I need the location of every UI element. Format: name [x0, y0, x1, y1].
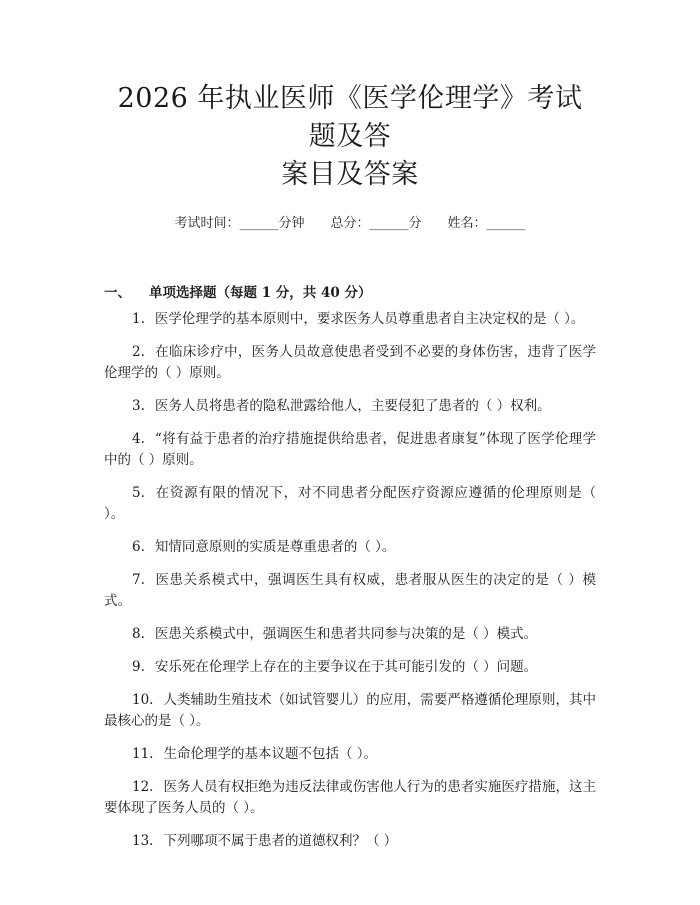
document-title: [104, 80, 596, 194]
question-text: 医务人员有权拒绝为违反法律或伤害他人行为的患者实施医疗措施，这主要体现了医务人员的（ ）。: [104, 779, 596, 816]
question-number: 11.: [132, 746, 154, 762]
question-text: 医患关系模式中，强调医生具有权威，患者服从医生的决定的是（ ）模式。: [104, 572, 596, 609]
question-number: 2.: [132, 344, 145, 360]
name-label: 姓名：______: [447, 216, 526, 231]
question-text: 在临床诊疗中，医务人员故意使患者受到不必要的身体伤害，违背了医学伦理学的（ ）原则。: [104, 344, 596, 381]
question-number: 8.: [132, 626, 145, 642]
question-item: [104, 342, 596, 384]
title-line-2: 案目及答案: [281, 159, 419, 190]
question-number: 6.: [132, 539, 145, 555]
question-text: 知情同意原则的实质是尊重患者的（ ）。: [154, 539, 396, 555]
question-number: 10.: [132, 692, 154, 708]
question-text: 生命伦理学的基本议题不包括（ ）。: [163, 746, 378, 762]
question-item: [104, 429, 596, 471]
question-item: [104, 744, 596, 765]
section-number: 一、: [104, 285, 131, 301]
question-number: 7.: [132, 572, 145, 588]
question-item: [104, 657, 596, 678]
question-number: 3.: [132, 398, 145, 414]
question-item: [104, 396, 596, 417]
total-score-label: 总分：______分: [330, 216, 422, 231]
question-number: 13.: [132, 833, 154, 849]
question-item: [104, 624, 596, 645]
question-text: 人类辅助生殖技术（如试管婴儿）的应用，需要严格遵循伦理原则，其中最核心的是（ ）。: [104, 692, 596, 729]
question-item: [104, 570, 596, 612]
question-text: 安乐死在伦理学上存在的主要争议在于其可能引发的（ ）问题。: [154, 659, 538, 675]
question-item: [104, 309, 596, 330]
question-number: 12.: [132, 779, 154, 795]
question-text: 下列哪项不属于患者的道德权利？（ ）: [163, 833, 398, 849]
question-item: [104, 690, 596, 732]
question-number: 5.: [132, 485, 145, 501]
question-text: “将有益于患者的治疗措施提供给患者，促进患者康复”体现了医学伦理学中的（ ）原则。: [104, 431, 596, 468]
exam-meta: [104, 212, 596, 231]
question-number: 4.: [132, 431, 145, 447]
question-text: 在资源有限的情况下，对不同患者分配医疗资源应遵循的伦理原则是（ ）。: [104, 485, 596, 522]
question-text: 医务人员将患者的隐私泄露给他人，主要侵犯了患者的（ ）权利。: [154, 398, 551, 414]
question-text: 医学伦理学的基本原则中，要求医务人员尊重患者自主决定权的是（ ）。: [154, 311, 585, 327]
question-list: [104, 309, 596, 852]
title-line-1: 2026 年执业医师《医学伦理学》考试题及答: [117, 83, 583, 152]
section-title: 单项选择题（每题 1 分，共 40 分）: [149, 285, 372, 301]
question-item: [104, 831, 596, 852]
question-item: [104, 777, 596, 819]
question-number: 9.: [132, 659, 145, 675]
question-number: 1.: [132, 311, 145, 327]
exam-time-label: 考试时间：______分钟: [174, 216, 305, 231]
question-item: [104, 483, 596, 525]
question-item: [104, 537, 596, 558]
section-heading: [104, 281, 596, 301]
question-text: 医患关系模式中，强调医生和患者共同参与决策的是（ ）模式。: [154, 626, 538, 642]
